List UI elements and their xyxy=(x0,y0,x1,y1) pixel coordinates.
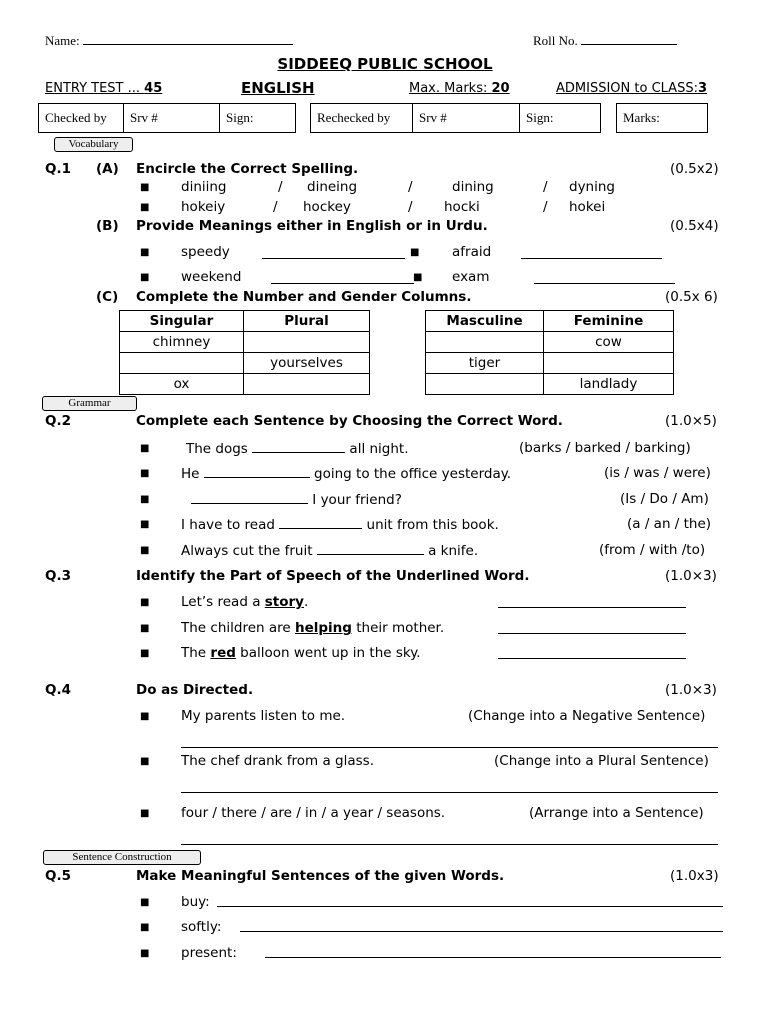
table-cell: yourselves xyxy=(244,353,370,374)
underlined-word: helping xyxy=(294,620,352,636)
bullet-icon: ■ xyxy=(140,597,150,608)
q2-marks: (1.0×5) xyxy=(665,413,717,429)
q1-number: Q.1 xyxy=(45,161,71,177)
q4-item-text: My parents listen to me. xyxy=(181,708,346,724)
bullet-icon: ■ xyxy=(140,545,150,556)
bullet-icon: ■ xyxy=(140,202,150,213)
max-marks: Max. Marks: 20 xyxy=(409,81,510,96)
bullet-icon: ■ xyxy=(140,182,150,193)
table-cell: cow xyxy=(544,332,674,353)
sign-cell-1[interactable]: Sign: xyxy=(219,103,296,133)
roll-field[interactable] xyxy=(533,32,677,49)
q2-options: (Is / Do / Am) xyxy=(620,491,709,507)
q2-item: He going to the office yesterday. xyxy=(181,466,512,482)
answer-blank[interactable] xyxy=(279,516,362,529)
separator: / xyxy=(408,179,413,195)
spelling-option[interactable]: dining xyxy=(452,179,494,195)
table-header: Singular xyxy=(120,311,244,332)
q5-word: buy: xyxy=(181,894,210,910)
spelling-option[interactable]: dineing xyxy=(307,179,358,195)
table-cell: tiger xyxy=(426,353,544,374)
separator: / xyxy=(408,199,413,215)
q3-item: Let’s read a story. xyxy=(181,594,309,610)
separator: / xyxy=(273,199,278,215)
bullet-icon: ■ xyxy=(140,272,150,283)
table-cell[interactable] xyxy=(426,332,544,353)
sentence-line[interactable] xyxy=(265,945,721,958)
q3-item: The red balloon went up in the sky. xyxy=(181,645,421,661)
bullet-icon: ■ xyxy=(140,897,150,908)
q3-marks: (1.0×3) xyxy=(665,568,717,584)
q2-instruction: Complete each Sentence by Choosing the Correct Word. xyxy=(136,413,563,429)
bullet-icon: ■ xyxy=(140,711,150,722)
sentence-line[interactable] xyxy=(217,894,723,907)
q1-a-marks: (0.5x2) xyxy=(670,161,719,177)
meaning-blank[interactable] xyxy=(534,271,675,284)
srv-cell-1[interactable]: Srv # xyxy=(123,103,220,133)
bullet-icon: ■ xyxy=(140,519,150,530)
checked-by-cell: Checked by xyxy=(38,103,124,133)
subject-title: ENGLISH xyxy=(241,79,315,97)
marks-cell[interactable]: Marks: xyxy=(616,103,708,133)
q4-item-text: four / there / are / in / a year / seasons. xyxy=(181,805,446,821)
spelling-option[interactable]: dyning xyxy=(569,179,615,195)
srv-cell-2[interactable]: Srv # xyxy=(412,103,520,133)
bullet-icon: ■ xyxy=(140,922,150,933)
separator: / xyxy=(278,179,283,195)
q5-instruction: Make Meaningful Sentences of the given Words. xyxy=(136,868,505,884)
q5-word: softly: xyxy=(181,919,222,935)
answer-line[interactable] xyxy=(181,780,718,793)
table-cell: ox xyxy=(120,374,244,395)
q3-instruction: Identify the Part of Speech of the Underlined Word. xyxy=(136,568,530,584)
q4-item-instruction: (Change into a Negative Sentence) xyxy=(468,708,706,724)
table-cell[interactable] xyxy=(426,374,544,395)
meaning-blank[interactable] xyxy=(271,271,414,284)
table-cell: chimney xyxy=(120,332,244,353)
section-vocabulary: Vocabulary xyxy=(54,137,133,152)
spelling-option[interactable]: hokei xyxy=(569,199,606,215)
q1-a-instruction: Encircle the Correct Spelling. xyxy=(136,161,359,177)
table-cell[interactable] xyxy=(244,332,370,353)
spelling-option[interactable]: hokeiy xyxy=(181,199,226,215)
q1-b-instruction: Provide Meanings either in English or in Urdu. xyxy=(136,218,488,234)
bullet-icon: ■ xyxy=(140,494,150,505)
q1-c-marks: (0.5x 6) xyxy=(665,289,718,305)
number-table xyxy=(119,310,370,395)
table-header: Plural xyxy=(244,311,370,332)
underlined-word: story xyxy=(264,594,304,610)
answer-blank[interactable] xyxy=(252,440,345,453)
sentence-line[interactable] xyxy=(240,919,723,932)
bullet-icon: ■ xyxy=(140,247,150,258)
meaning-blank[interactable] xyxy=(521,246,662,259)
q2-options: (barks / barked / barking) xyxy=(519,440,691,456)
q1-b-marks: (0.5x4) xyxy=(670,218,719,234)
table-cell[interactable] xyxy=(544,353,674,374)
table-header: Feminine xyxy=(544,311,674,332)
answer-blank[interactable] xyxy=(204,465,310,478)
q4-item-text: The chef drank from a glass. xyxy=(181,753,375,769)
entry-test: ENTRY TEST ... 45 xyxy=(45,81,163,96)
q5-marks: (1.0x3) xyxy=(670,868,719,884)
q5-word: present: xyxy=(181,945,237,961)
admission-class: ADMISSION to CLASS:3 xyxy=(556,81,708,96)
bullet-icon: ■ xyxy=(410,247,420,258)
answer-blank[interactable] xyxy=(498,595,686,608)
spelling-option[interactable]: hocki xyxy=(444,199,480,215)
bullet-icon: ■ xyxy=(140,443,150,454)
answer-blank[interactable] xyxy=(191,491,308,504)
table-cell[interactable] xyxy=(120,353,244,374)
bullet-icon: ■ xyxy=(140,948,150,959)
separator: / xyxy=(543,199,548,215)
bullet-icon: ■ xyxy=(140,623,150,634)
underlined-word: red xyxy=(210,645,236,661)
q2-item: I your friend? xyxy=(191,491,402,508)
q2-options: (is / was / were) xyxy=(604,465,711,481)
q2-item: Always cut the fruit a knife. xyxy=(181,543,479,559)
gender-table xyxy=(425,310,674,395)
q1-b-label: (B) xyxy=(96,218,119,234)
meaning-word: afraid xyxy=(452,244,492,260)
q2-options: (from / with /to) xyxy=(599,542,706,558)
answer-blank[interactable] xyxy=(498,621,686,634)
q2-number: Q.2 xyxy=(45,413,71,429)
q2-item: I have to read unit from this book. xyxy=(181,517,499,533)
q4-item-instruction: (Arrange into a Sentence) xyxy=(529,805,704,821)
roll-line[interactable] xyxy=(581,32,677,45)
roll-label: Roll No. xyxy=(533,33,578,48)
q3-number: Q.3 xyxy=(45,568,71,584)
bullet-icon: ■ xyxy=(140,648,150,659)
q4-number: Q.4 xyxy=(45,682,71,698)
answer-blank[interactable] xyxy=(317,542,424,555)
meaning-word: exam xyxy=(452,269,490,285)
bullet-icon: ■ xyxy=(140,756,150,767)
bullet-icon: ■ xyxy=(140,808,150,819)
q4-marks: (1.0×3) xyxy=(665,682,717,698)
q3-item: The children are helping their mother. xyxy=(181,620,445,636)
sign-cell-2[interactable]: Sign: xyxy=(519,103,601,133)
school-title: SIDDEEQ PUBLIC SCHOOL xyxy=(277,55,493,73)
name-label: Name: xyxy=(45,33,80,48)
q1-a-label: (A) xyxy=(96,161,119,177)
section-sentence-construction: Sentence Construction xyxy=(43,850,201,865)
answer-blank[interactable] xyxy=(498,646,686,659)
q2-item: The dogs all night. xyxy=(186,441,409,457)
answer-line[interactable] xyxy=(181,735,718,748)
q5-number: Q.5 xyxy=(45,868,71,884)
bullet-icon: ■ xyxy=(140,468,150,479)
separator: / xyxy=(543,179,548,195)
section-grammar: Grammar xyxy=(42,396,137,411)
meaning-blank[interactable] xyxy=(262,246,405,259)
bullet-icon: ■ xyxy=(413,272,423,283)
q1-c-label: (C) xyxy=(96,289,119,305)
table-cell: landlady xyxy=(544,374,674,395)
q1-c-instruction: Complete the Number and Gender Columns. xyxy=(136,289,472,305)
q4-item-instruction: (Change into a Plural Sentence) xyxy=(494,753,709,769)
q4-instruction: Do as Directed. xyxy=(136,682,254,698)
spelling-option[interactable]: diniing xyxy=(181,179,227,195)
table-header: Masculine xyxy=(426,311,544,332)
spelling-option[interactable]: hockey xyxy=(303,199,351,215)
rechecked-by-cell: Rechecked by xyxy=(310,103,413,133)
table-cell[interactable] xyxy=(244,374,370,395)
name-line[interactable] xyxy=(83,32,293,45)
meaning-word: weekend xyxy=(181,269,242,285)
name-field[interactable] xyxy=(45,32,293,49)
q2-options: (a / an / the) xyxy=(627,516,712,532)
answer-line[interactable] xyxy=(181,832,718,845)
meaning-word: speedy xyxy=(181,244,230,260)
